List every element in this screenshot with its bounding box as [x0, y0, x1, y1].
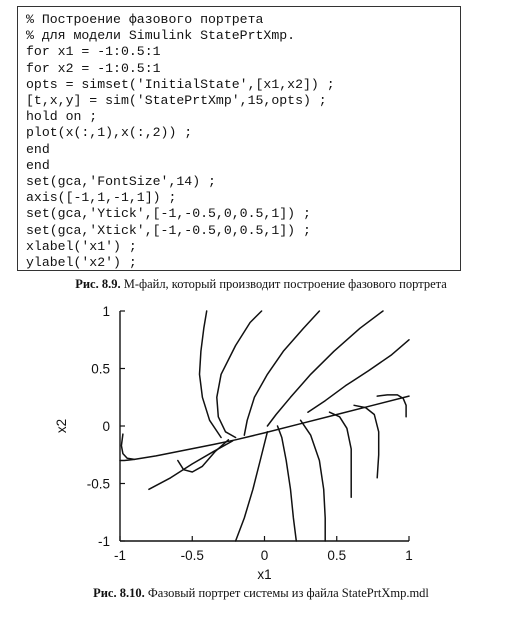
trajectory-line — [178, 440, 229, 472]
figure-caption-8-10 — [0, 586, 522, 601]
x-tick-label: -0.5 — [180, 548, 204, 563]
code-line: for x2 = -1:0.5:1 — [26, 60, 161, 76]
trajectory-line — [120, 396, 409, 460]
x-tick-label: 1 — [405, 548, 413, 563]
trajectory-line — [121, 434, 134, 459]
trajectory-line — [244, 311, 319, 435]
trajectory-line — [377, 395, 406, 417]
x-tick-label: 0.5 — [327, 548, 347, 563]
y-tick-label: 0 — [102, 419, 110, 434]
code-line: % Построение фазового портрета — [26, 12, 264, 27]
caption-text: М-файл, который производит построение фазового портрета — [120, 277, 447, 291]
code-line: xlabel('x1') ; — [26, 238, 137, 254]
code-line: axis([-1,1,-1,1]) ; — [26, 190, 177, 206]
x-axis-label: x1 — [257, 567, 272, 582]
trajectory-line — [330, 412, 352, 497]
caption-label: Рис. 8.9. — [75, 277, 121, 291]
trajectory-line — [278, 426, 297, 541]
caption-label: Рис. 8.10. — [93, 586, 145, 600]
code-line: ylabel('x2') ; — [26, 255, 137, 271]
code-line: hold on ; — [26, 109, 98, 125]
y-tick-label: 1 — [102, 304, 110, 319]
code-line: plot(x(:,1),x(:,2)) ; — [26, 125, 193, 141]
trajectory-line — [354, 405, 379, 478]
code-line: for x1 = -1:0.5:1 — [26, 44, 161, 60]
trajectory-line — [308, 340, 409, 412]
trajectory-line — [217, 311, 262, 438]
code-line: set(gca,'Xtick',[-1,-0.5,0,0.5,1]) ; — [26, 222, 311, 238]
y-axis-label: x2 — [54, 418, 69, 434]
y-tick-label: -0.5 — [86, 476, 110, 492]
trajectory-line — [301, 420, 326, 541]
trajectory-line — [236, 432, 268, 541]
code-line: end — [26, 157, 50, 173]
code-line: % для модели Simulink StatePrtXmp. — [26, 28, 296, 44]
code-line: set(gca,'FontSize',14) ; — [26, 174, 216, 190]
code-line: end — [26, 141, 50, 157]
caption-text: Фазовый портрет системы из файла StatePrtXmp.mdl — [144, 586, 429, 600]
trajectory-line — [200, 311, 222, 438]
trajectory-line — [149, 441, 233, 489]
x-tick-label: -1 — [113, 548, 127, 563]
code-line: set(gca,'Ytick',[-1,-0.5,0,0.5,1]) ; — [26, 206, 311, 222]
code-line: opts = simset('InitialState',[x1,x2]) ; — [26, 76, 335, 92]
x-tick-label: 0 — [260, 548, 269, 563]
y-tick-label: 0.5 — [91, 361, 110, 377]
trajectory-line — [267, 311, 383, 426]
code-line: [t,x,y] = sim('StatePrtXmp',15,opts) ; — [26, 93, 327, 109]
y-tick-label: -1 — [97, 534, 110, 549]
